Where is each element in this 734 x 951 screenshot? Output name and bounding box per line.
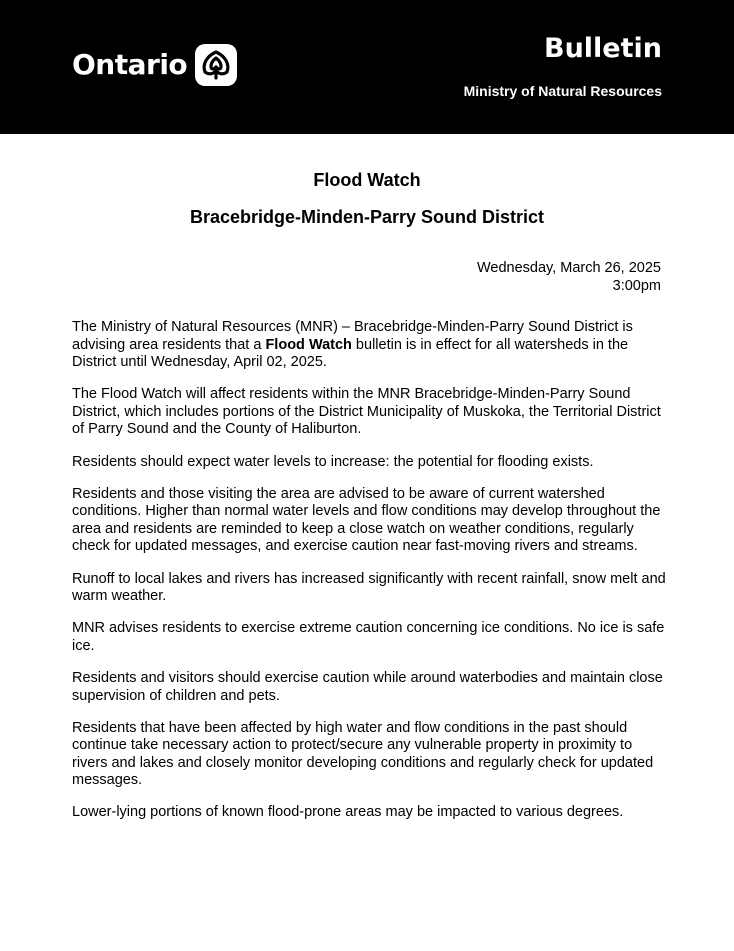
- advisory-text-end: bulletin is in effect for all watersheds in the District until Wednesday, April 02, 2025.: [72, 336, 629, 371]
- advisory-text-start: The Ministry of Natural Resources (MNR) – Bracebridge-Minden-Parry Sound District is advising area residents that a: [72, 319, 633, 353]
- page-title: Flood Watch: [313, 170, 421, 190]
- paragraph-runoff: Runoff to local lakes and rivers has increased significantly with recent rainfall, snow melt and warm weather.: [72, 570, 666, 605]
- paragraph-advisory: [72, 319, 668, 372]
- paragraph-visitor-advice: Residents and those visiting the area are advised to be aware of current watershed conditions. Higher than normal water levels and flow conditions may develop throughout the area and residents are reminded to keep a close watch on weather conditions, regularly check for updated messages, and exercise caution near fast-moving rivers and streams.: [72, 485, 661, 555]
- page-subtitle: Bracebridge-Minden-Parry Sound District: [189, 207, 545, 227]
- paragraph-water-levels: Residents should expect water levels to increase: the potential for flooding exists.: [72, 453, 594, 470]
- bulletin-date: Wednesday, March 26, 2025: [476, 260, 661, 276]
- ministry-name: Ministry of Natural Resources: [463, 83, 662, 99]
- ontario-wordmark: Ontario: [72, 48, 188, 81]
- paragraph-affected-areas: The Flood Watch will affect residents within the MNR Bracebridge-Minden-Parry Sound District, which includes portions of the District Municipality of Muskoka, the Territorial District of Parry Sound and the County of Haliburton.: [72, 386, 661, 438]
- header-banner: [0, 0, 734, 134]
- paragraph-ice-conditions: MNR advises residents to exercise extreme caution concerning ice conditions. No ice is safe ice.: [72, 620, 665, 654]
- dateline: [477, 260, 661, 295]
- bulletin-body: [72, 319, 668, 837]
- bulletin-time: 3:00pm: [612, 277, 661, 294]
- ontario-logo[interactable]: [72, 44, 237, 86]
- flood-watch-emphasis: Flood Watch: [265, 336, 352, 353]
- paragraph-low-lying-areas: Lower-lying portions of known flood-prone areas may be impacted to various degrees.: [72, 804, 624, 821]
- bulletin-label: Bulletin: [543, 33, 662, 64]
- paragraph-supervision: Residents and visitors should exercise caution while around waterbodies and maintain close supervision of children and pets.: [72, 669, 663, 704]
- paragraph-past-flooding: Residents that have been affected by high water and flow conditions in the past should continue take necessary action to protect/secure any vulnerable property in proximity to rivers and lakes and closely monitor developing conditions and regularly check for updated messages.: [72, 719, 654, 789]
- trillium-icon: [195, 44, 237, 86]
